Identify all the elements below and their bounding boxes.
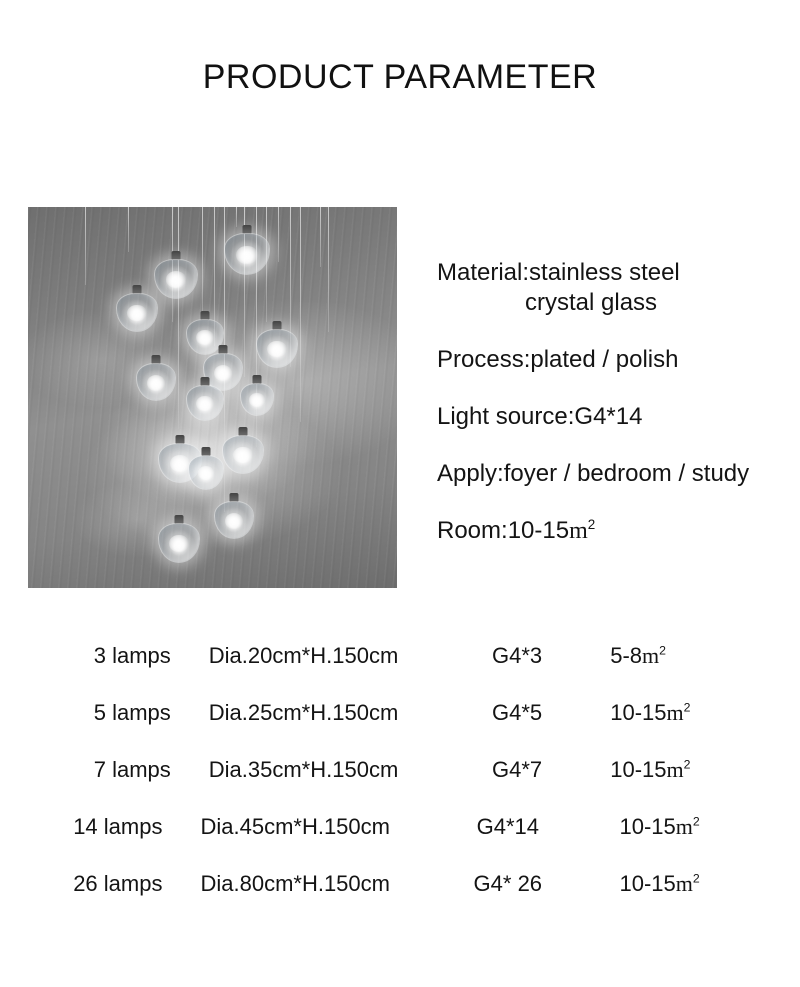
row-bulb-spec: G4*7 xyxy=(492,757,543,782)
row-room-area-value: 10-15 xyxy=(610,700,667,725)
pendant-cord xyxy=(128,207,129,252)
row-room-area-unit: m xyxy=(675,814,693,839)
row-room-area xyxy=(588,700,800,726)
row-room-area xyxy=(576,814,800,840)
row-bulb-spec: G4*14 xyxy=(476,814,539,839)
spec-room xyxy=(437,516,787,546)
row-room-area-exponent: 2 xyxy=(683,757,691,772)
spec-room-unit: m xyxy=(569,518,588,544)
row-lamp-count: 5 lamps xyxy=(93,700,171,725)
spec-room-value: Room:10-15 xyxy=(437,517,570,544)
row-bulb-spec: G4* 26 xyxy=(473,871,543,896)
row-bulb-spec: G4*3 xyxy=(492,643,543,668)
row-room-area-value: 10-15 xyxy=(610,757,667,782)
row-lamp-count: 3 lamps xyxy=(93,643,171,668)
product-photo xyxy=(28,207,397,588)
table-row xyxy=(0,871,800,928)
row-dimensions: Dia.20cm*H.150cm xyxy=(208,643,399,668)
row-room-area-exponent: 2 xyxy=(692,814,700,829)
spec-light-source: Light source:G4*14 xyxy=(437,403,643,430)
spec-process: Process:plated / polish xyxy=(437,346,679,373)
row-dimensions: Dia.35cm*H.150cm xyxy=(208,757,399,782)
row-dimensions: Dia.25cm*H.150cm xyxy=(208,700,399,725)
pendant-cord xyxy=(278,207,279,262)
pendant-cord xyxy=(328,207,329,332)
table-row xyxy=(0,643,800,700)
row-lamp-count: 7 lamps xyxy=(93,757,171,782)
spec-apply: Apply:foyer / bedroom / study xyxy=(437,460,750,487)
pendant-cord xyxy=(202,207,203,312)
row-room-area xyxy=(588,643,800,669)
row-room-area xyxy=(576,871,800,897)
row-bulb-spec: G4*5 xyxy=(492,700,543,725)
pendant-cord xyxy=(300,207,301,422)
row-room-area-exponent: 2 xyxy=(683,700,691,715)
table-row xyxy=(0,700,800,757)
spec-material-second-line: crystal glass xyxy=(525,289,658,316)
row-room-area-unit: m xyxy=(666,757,684,782)
spec-material: Material:stainless steel xyxy=(437,259,680,286)
table-row xyxy=(0,757,800,814)
row-room-area-exponent: 2 xyxy=(692,871,700,886)
row-room-area-value: 5-8 xyxy=(610,643,643,668)
row-room-area xyxy=(588,757,800,783)
pendant-cord xyxy=(266,207,267,322)
row-room-area-value: 10-15 xyxy=(619,871,676,896)
page-title: PRODUCT PARAMETER xyxy=(202,58,598,96)
pendant-cord xyxy=(85,207,86,285)
row-room-area-exponent: 2 xyxy=(659,643,667,658)
pendant-cord xyxy=(178,207,179,429)
row-dimensions: Dia.45cm*H.150cm xyxy=(200,814,390,839)
size-table xyxy=(0,643,800,928)
row-lamp-count: 14 lamps xyxy=(73,814,163,839)
row-room-area-unit: m xyxy=(675,871,693,896)
pendant-cord xyxy=(236,207,237,227)
row-room-area-value: 10-15 xyxy=(619,814,676,839)
row-dimensions: Dia.80cm*H.150cm xyxy=(200,871,390,896)
product-spec-list xyxy=(437,258,787,573)
row-lamp-count: 26 lamps xyxy=(73,871,163,896)
spec-room-unit-exponent: 2 xyxy=(587,517,596,532)
table-row xyxy=(0,814,800,871)
row-room-area-unit: m xyxy=(642,643,660,668)
row-room-area-unit: m xyxy=(666,700,684,725)
pendant-cord xyxy=(320,207,321,267)
